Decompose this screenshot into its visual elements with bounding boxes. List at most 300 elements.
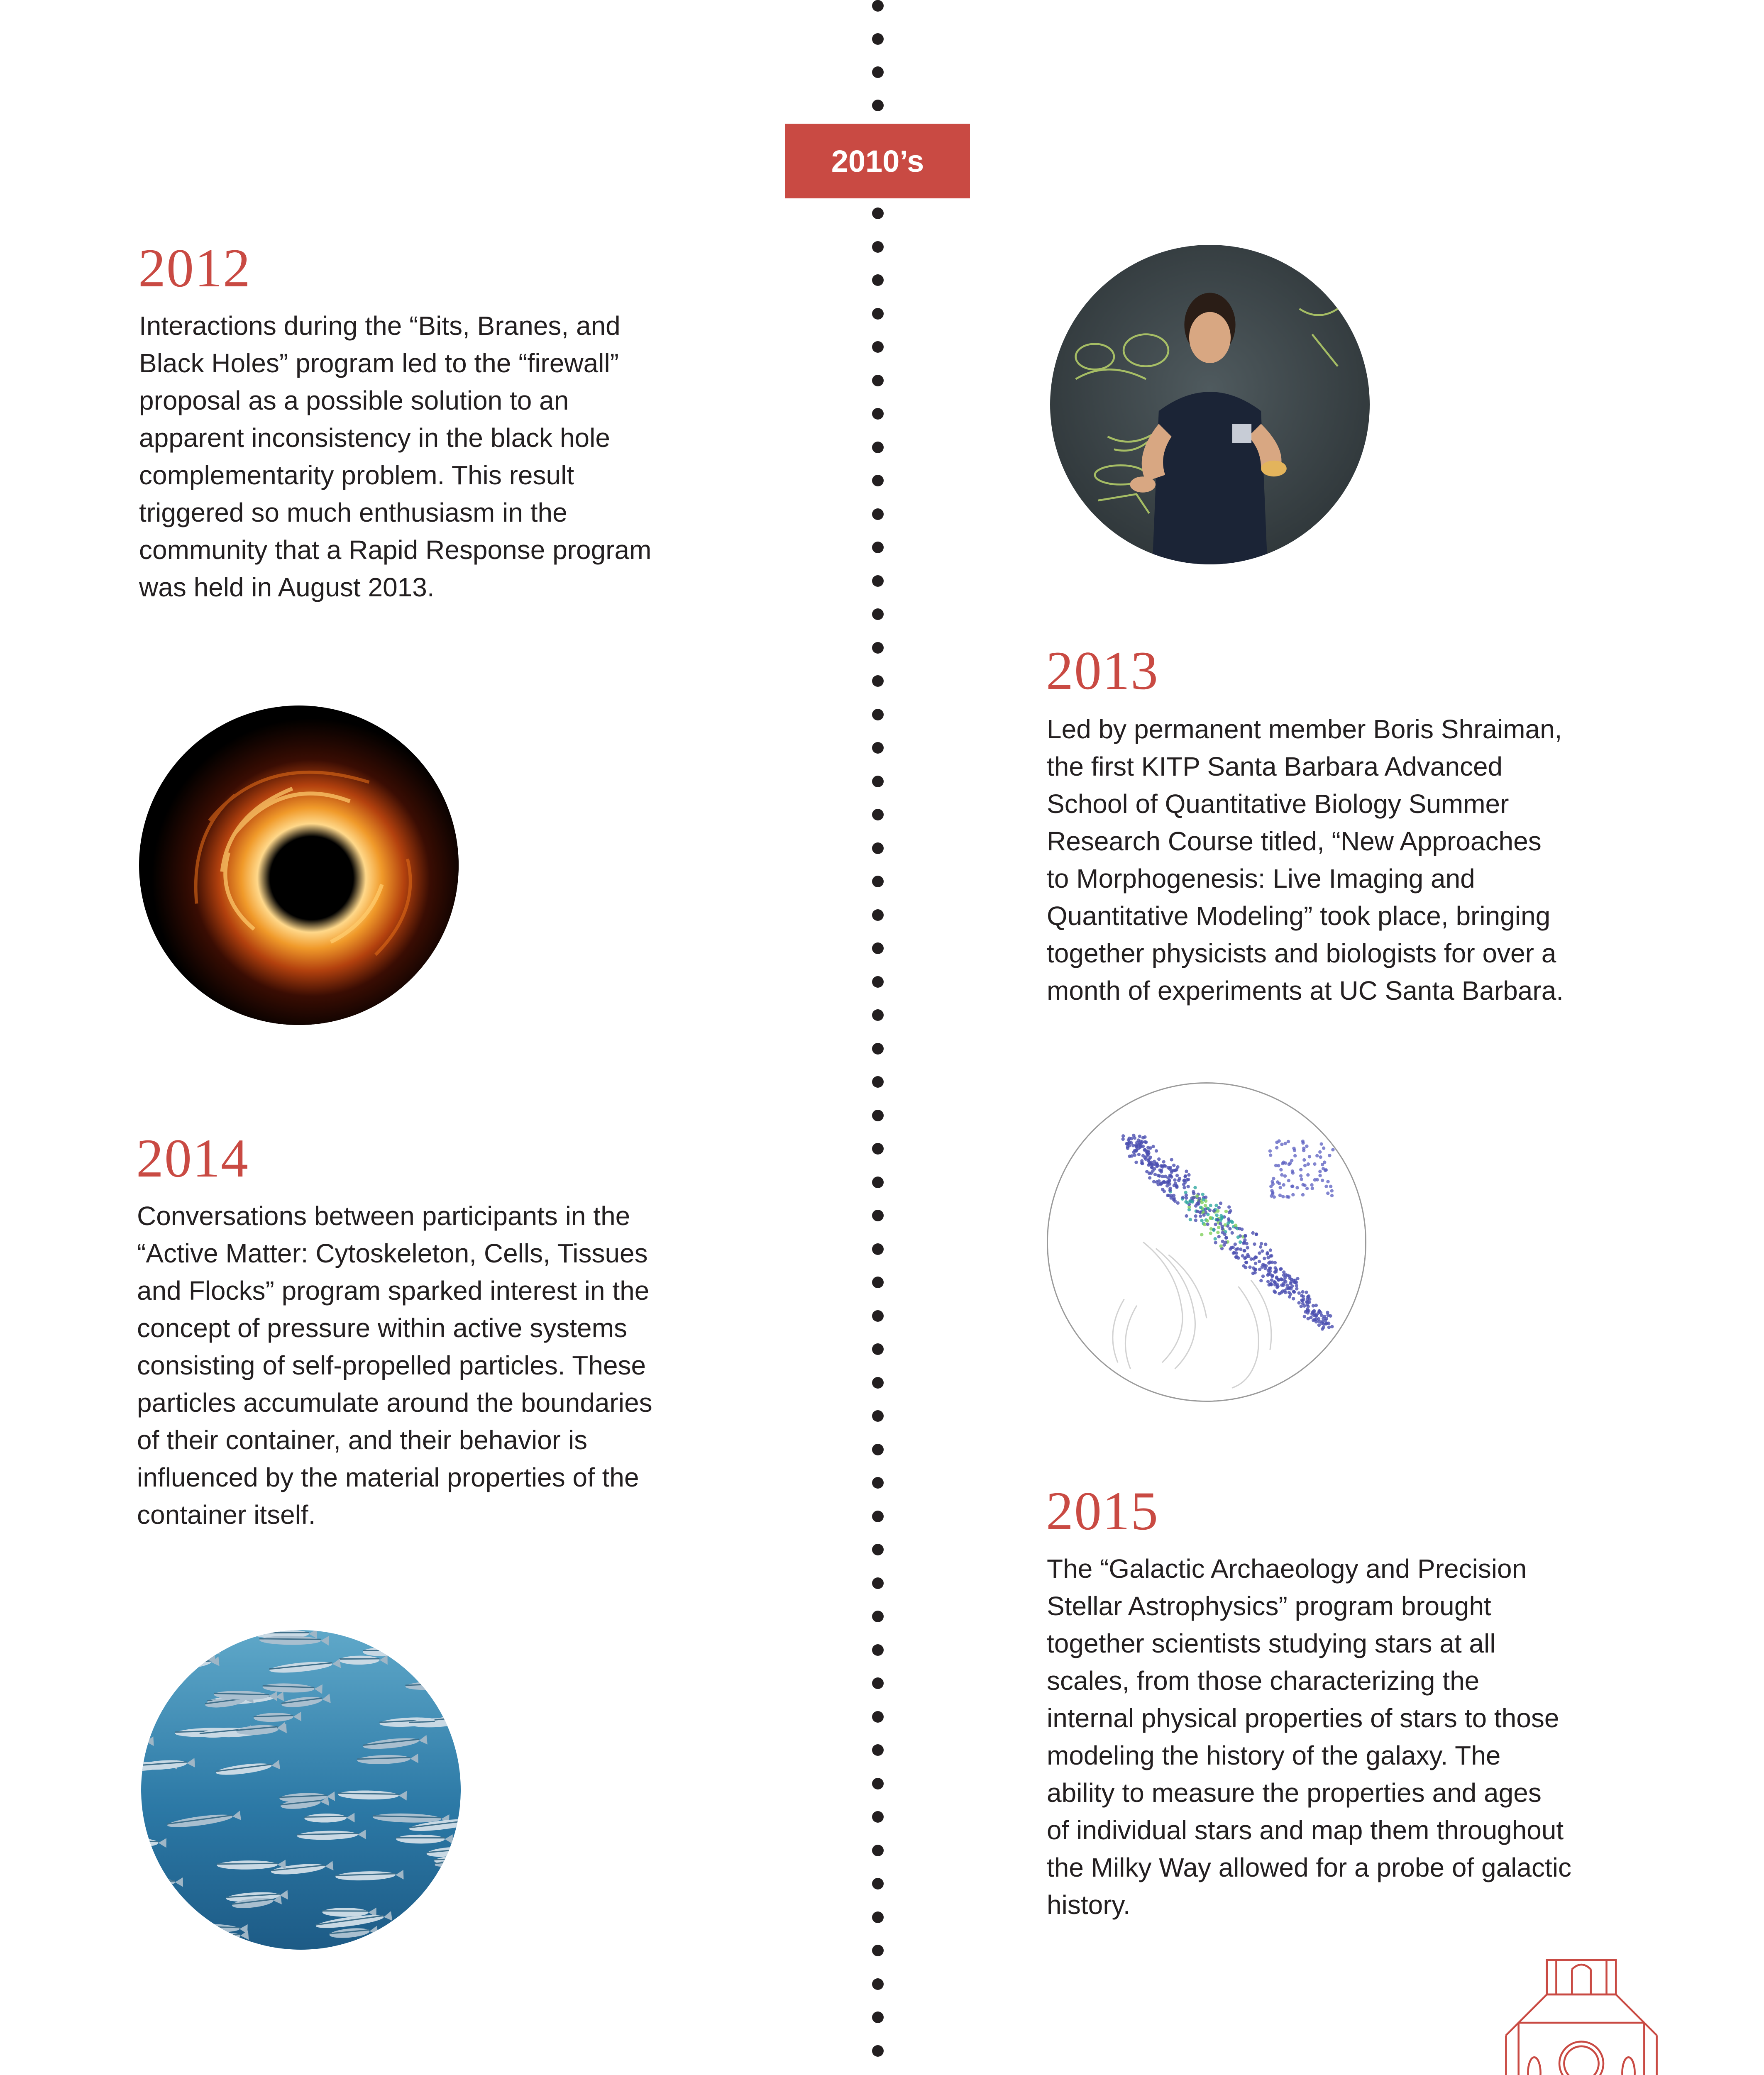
star-point bbox=[1166, 1176, 1170, 1179]
star-point bbox=[1214, 1237, 1217, 1240]
timeline-dot bbox=[872, 642, 884, 654]
researcher-at-chalkboard-photo bbox=[1050, 245, 1370, 564]
star-point bbox=[1144, 1157, 1147, 1161]
star-point bbox=[1302, 1295, 1305, 1298]
star-point bbox=[1147, 1157, 1151, 1161]
star-point bbox=[1275, 1140, 1278, 1144]
star-point bbox=[1196, 1210, 1199, 1213]
star-point bbox=[1287, 1195, 1290, 1199]
entry-line: of their container, and their behavior is bbox=[137, 1425, 588, 1455]
timeline-dot bbox=[872, 976, 884, 988]
star-point bbox=[1266, 1256, 1270, 1259]
star-point bbox=[1188, 1199, 1192, 1203]
star-point bbox=[1135, 1144, 1138, 1147]
star-point bbox=[1253, 1255, 1257, 1259]
star-point bbox=[1245, 1261, 1248, 1264]
timeline-dot bbox=[872, 208, 884, 219]
star-point bbox=[1156, 1174, 1160, 1177]
star-point bbox=[1215, 1213, 1219, 1217]
entry-text-2013 bbox=[1047, 710, 1628, 1009]
star-point bbox=[1303, 1164, 1307, 1167]
fish-shape bbox=[423, 1918, 461, 1929]
star-point bbox=[1217, 1235, 1221, 1238]
timeline-dot bbox=[872, 1544, 884, 1555]
star-point bbox=[1306, 1295, 1310, 1299]
entry-line: concept of pressure within active systems bbox=[137, 1313, 627, 1343]
entry-line: Stellar Astrophysics” program brought bbox=[1047, 1591, 1491, 1621]
star-point bbox=[1271, 1192, 1274, 1196]
entry-line: Black Holes” program led to the “firewall” bbox=[139, 348, 619, 378]
timeline-dot bbox=[872, 909, 884, 921]
star-point bbox=[1229, 1220, 1233, 1223]
star-point bbox=[1268, 1149, 1272, 1152]
school-of-fish-photo bbox=[141, 1630, 461, 1950]
fish-shape bbox=[377, 1633, 426, 1644]
star-point bbox=[1231, 1231, 1234, 1235]
star-point bbox=[1229, 1247, 1232, 1250]
star-point bbox=[1143, 1140, 1147, 1143]
star-point bbox=[1168, 1189, 1172, 1192]
star-point bbox=[1261, 1249, 1264, 1252]
kitp-building-icon bbox=[1503, 1950, 1660, 2075]
star-point bbox=[1315, 1178, 1319, 1181]
star-point bbox=[1140, 1159, 1143, 1162]
star-point bbox=[1193, 1186, 1197, 1189]
star-point bbox=[1299, 1174, 1302, 1177]
star-point bbox=[1214, 1204, 1218, 1207]
star-point bbox=[1329, 1314, 1332, 1318]
star-point bbox=[1261, 1274, 1265, 1278]
star-point bbox=[1324, 1185, 1328, 1188]
star-point bbox=[1291, 1193, 1295, 1196]
entry-line: consisting of self-propelled particles. These bbox=[137, 1350, 646, 1380]
star-point bbox=[1247, 1255, 1250, 1258]
star-point bbox=[1289, 1282, 1292, 1285]
star-point bbox=[1317, 1323, 1321, 1327]
timeline-dot bbox=[872, 1677, 884, 1689]
black-hole-image bbox=[139, 706, 459, 1025]
star-point bbox=[1331, 1148, 1334, 1151]
star-point bbox=[1284, 1291, 1287, 1294]
star-point bbox=[1138, 1135, 1141, 1138]
star-point bbox=[1235, 1251, 1238, 1255]
star-point bbox=[1283, 1142, 1287, 1145]
star-point bbox=[1312, 1309, 1316, 1313]
star-point bbox=[1216, 1230, 1219, 1234]
star-point bbox=[1269, 1185, 1273, 1188]
entry-line: internal physical properties of stars to those bbox=[1047, 1703, 1559, 1733]
timeline-dot bbox=[872, 1076, 884, 1088]
star-point bbox=[1269, 1282, 1273, 1285]
star-point bbox=[1273, 1281, 1277, 1284]
star-point bbox=[1173, 1199, 1177, 1203]
star-point bbox=[1311, 1186, 1314, 1190]
star-point bbox=[1146, 1146, 1150, 1149]
star-point bbox=[1146, 1150, 1149, 1153]
star-point bbox=[1212, 1209, 1216, 1213]
star-point bbox=[1183, 1175, 1187, 1178]
star-point bbox=[1260, 1242, 1263, 1245]
star-point bbox=[1310, 1183, 1313, 1186]
star-point bbox=[1199, 1214, 1202, 1218]
star-point bbox=[1192, 1190, 1195, 1193]
entry-line: Interactions during the “Bits, Branes, and bbox=[139, 311, 621, 341]
star-point bbox=[1318, 1174, 1322, 1177]
star-point bbox=[1182, 1183, 1185, 1186]
star-point bbox=[1194, 1214, 1197, 1218]
star-point bbox=[1299, 1168, 1302, 1171]
star-point bbox=[1183, 1186, 1186, 1189]
timeline-dot bbox=[872, 1978, 884, 1990]
entry-text-2014 bbox=[137, 1197, 718, 1533]
star-point bbox=[1205, 1219, 1209, 1222]
timeline-dot bbox=[872, 1945, 884, 1956]
timeline-dot bbox=[872, 0, 884, 12]
timeline-dot bbox=[872, 1878, 884, 1889]
timeline-dot bbox=[872, 1310, 884, 1322]
star-point bbox=[1302, 1149, 1305, 1152]
star-point bbox=[1319, 1155, 1322, 1159]
entry-line: together scientists studying stars at all bbox=[1047, 1628, 1496, 1658]
star-point bbox=[1278, 1186, 1282, 1189]
year-heading-2012: 2012 bbox=[138, 237, 251, 298]
star-point bbox=[1227, 1205, 1231, 1208]
star-point bbox=[1185, 1214, 1188, 1218]
star-point bbox=[1330, 1194, 1334, 1197]
star-point bbox=[1283, 1276, 1287, 1279]
star-point bbox=[1293, 1279, 1297, 1282]
star-point bbox=[1161, 1181, 1165, 1184]
timeline-dot bbox=[872, 1277, 884, 1288]
timeline-dot bbox=[872, 1444, 884, 1455]
timeline-dot bbox=[872, 508, 884, 520]
star-point bbox=[1275, 1146, 1278, 1149]
star-point bbox=[1305, 1187, 1309, 1190]
timeline-dot bbox=[872, 2012, 884, 2023]
star-point bbox=[1192, 1196, 1195, 1199]
entry-line: the Milky Way allowed for a probe of galactic bbox=[1047, 1853, 1571, 1882]
timeline-dot bbox=[872, 1177, 884, 1188]
timeline-dot bbox=[872, 1778, 884, 1789]
entry-line: triggered so much enthusiasm in the bbox=[139, 498, 567, 527]
star-point bbox=[1282, 1270, 1285, 1274]
entry-line: community that a Rapid Response program bbox=[139, 535, 652, 565]
star-point bbox=[1172, 1164, 1175, 1167]
star-point bbox=[1292, 1290, 1295, 1293]
entry-line: apparent inconsistency in the black hole bbox=[139, 423, 610, 453]
star-point bbox=[1313, 1162, 1316, 1166]
star-point bbox=[1158, 1168, 1162, 1172]
star-point bbox=[1177, 1179, 1180, 1182]
star-point bbox=[1239, 1247, 1242, 1251]
star-point bbox=[1243, 1249, 1246, 1252]
star-point bbox=[1280, 1173, 1283, 1177]
star-point bbox=[1326, 1311, 1329, 1314]
entry-line: influenced by the material properties of the bbox=[137, 1462, 639, 1492]
star-point bbox=[1176, 1201, 1180, 1205]
star-point bbox=[1328, 1154, 1331, 1157]
star-point bbox=[1239, 1240, 1242, 1244]
star-point bbox=[1290, 1278, 1293, 1281]
star-point bbox=[1254, 1262, 1257, 1265]
star-point bbox=[1287, 1179, 1290, 1182]
entry-line: Research Course titled, “New Approaches bbox=[1047, 826, 1542, 856]
star-point bbox=[1308, 1155, 1311, 1158]
timeline-dot bbox=[872, 1744, 884, 1756]
star-point bbox=[1330, 1325, 1334, 1328]
timeline-dot bbox=[872, 709, 884, 720]
star-point bbox=[1223, 1233, 1226, 1236]
star-point bbox=[1306, 1317, 1310, 1320]
star-point bbox=[1134, 1161, 1138, 1164]
fish-shape bbox=[141, 1912, 170, 1923]
star-point bbox=[1149, 1172, 1153, 1175]
star-point bbox=[1221, 1240, 1224, 1243]
star-point bbox=[1214, 1241, 1217, 1244]
timeline-dot bbox=[872, 408, 884, 420]
star-point bbox=[1288, 1162, 1292, 1165]
star-point bbox=[1173, 1169, 1177, 1172]
star-point bbox=[1283, 1174, 1287, 1178]
star-point bbox=[1162, 1160, 1165, 1163]
star-point bbox=[1330, 1189, 1334, 1192]
star-point bbox=[1224, 1210, 1228, 1213]
star-point bbox=[1264, 1243, 1267, 1246]
star-point bbox=[1321, 1327, 1324, 1330]
star-point bbox=[1176, 1165, 1179, 1169]
fish-shape bbox=[426, 1913, 461, 1929]
star-point bbox=[1148, 1176, 1151, 1179]
star-point bbox=[1175, 1174, 1179, 1177]
star-point bbox=[1277, 1278, 1280, 1281]
timeline-dot bbox=[872, 475, 884, 486]
entry-line: Conversations between participants in the bbox=[137, 1201, 630, 1231]
star-point bbox=[1152, 1180, 1156, 1183]
star-point bbox=[1166, 1181, 1170, 1184]
star-point bbox=[1305, 1145, 1308, 1148]
star-point bbox=[1326, 1191, 1329, 1195]
timeline-dot bbox=[872, 1009, 884, 1021]
star-point bbox=[1315, 1154, 1319, 1157]
star-point bbox=[1185, 1178, 1189, 1182]
star-point bbox=[1209, 1216, 1212, 1220]
timeline-dot bbox=[872, 241, 884, 253]
entry-line: of individual stars and map them throughout bbox=[1047, 1815, 1564, 1845]
timeline-dot bbox=[872, 742, 884, 754]
galaxy-star-map-image bbox=[1047, 1082, 1366, 1402]
star-point bbox=[1153, 1173, 1157, 1176]
timeline-dot bbox=[872, 842, 884, 854]
star-point bbox=[1327, 1326, 1331, 1329]
timeline-dot bbox=[872, 776, 884, 787]
star-point bbox=[1288, 1295, 1291, 1299]
star-point bbox=[1259, 1279, 1263, 1282]
star-point bbox=[1145, 1170, 1148, 1173]
star-point bbox=[1224, 1236, 1228, 1239]
star-point bbox=[1269, 1153, 1272, 1157]
star-point bbox=[1132, 1150, 1135, 1154]
star-point bbox=[1281, 1195, 1285, 1198]
star-point bbox=[1217, 1226, 1220, 1229]
star-point bbox=[1175, 1184, 1178, 1187]
star-point bbox=[1238, 1227, 1241, 1230]
timeline-dot bbox=[872, 1343, 884, 1355]
star-point bbox=[1326, 1180, 1329, 1183]
timeline-dot bbox=[872, 542, 884, 553]
star-point bbox=[1325, 1317, 1328, 1320]
timeline-dot bbox=[872, 575, 884, 587]
star-point bbox=[1138, 1141, 1141, 1145]
star-point bbox=[1277, 1164, 1280, 1167]
star-point bbox=[1121, 1134, 1125, 1138]
star-point bbox=[1322, 1146, 1325, 1150]
star-point bbox=[1156, 1164, 1159, 1167]
timeline-dot bbox=[872, 608, 884, 620]
timeline-dot bbox=[872, 1711, 884, 1723]
star-point bbox=[1170, 1158, 1173, 1161]
star-point bbox=[1202, 1198, 1205, 1201]
star-point bbox=[1246, 1246, 1249, 1249]
star-point bbox=[1199, 1206, 1202, 1209]
star-point bbox=[1314, 1318, 1318, 1321]
star-point bbox=[1182, 1179, 1185, 1182]
star-point bbox=[1303, 1315, 1306, 1318]
star-point bbox=[1292, 1147, 1295, 1150]
star-point bbox=[1139, 1145, 1142, 1148]
star-point bbox=[1266, 1252, 1269, 1255]
star-point bbox=[1166, 1166, 1170, 1169]
timeline-dot bbox=[872, 1477, 884, 1489]
star-point bbox=[1288, 1291, 1291, 1294]
star-point bbox=[1286, 1274, 1290, 1277]
star-point bbox=[1324, 1168, 1328, 1172]
entry-line: complementarity problem. This result bbox=[139, 460, 574, 490]
star-point bbox=[1297, 1291, 1301, 1295]
star-point bbox=[1284, 1161, 1287, 1164]
timeline-dot bbox=[872, 1143, 884, 1155]
star-point bbox=[1310, 1312, 1314, 1316]
star-point bbox=[1258, 1268, 1261, 1271]
star-point bbox=[1170, 1170, 1173, 1174]
star-point bbox=[1227, 1217, 1230, 1221]
star-point bbox=[1331, 1141, 1334, 1144]
timeline-dot bbox=[872, 675, 884, 687]
star-point bbox=[1275, 1268, 1278, 1271]
star-point bbox=[1251, 1272, 1255, 1275]
star-point bbox=[1267, 1261, 1270, 1265]
entry-line: ability to measure the properties and ages bbox=[1047, 1778, 1542, 1808]
star-point bbox=[1228, 1227, 1231, 1230]
star-point bbox=[1251, 1231, 1254, 1235]
star-point bbox=[1209, 1204, 1212, 1207]
star-point bbox=[1156, 1183, 1160, 1186]
star-point bbox=[1305, 1291, 1308, 1294]
star-point bbox=[1248, 1265, 1251, 1269]
fish-shape bbox=[413, 1921, 461, 1936]
star-point bbox=[1165, 1184, 1169, 1187]
star-point bbox=[1318, 1170, 1322, 1173]
year-heading-2014: 2014 bbox=[136, 1128, 249, 1189]
star-point bbox=[1292, 1297, 1295, 1300]
star-point bbox=[1201, 1193, 1205, 1196]
star-point bbox=[1263, 1267, 1267, 1270]
star-point bbox=[1301, 1299, 1304, 1302]
star-point bbox=[1209, 1231, 1212, 1235]
star-point bbox=[1195, 1194, 1199, 1198]
star-point bbox=[1266, 1280, 1270, 1283]
star-point bbox=[1157, 1179, 1161, 1183]
star-point bbox=[1253, 1243, 1256, 1246]
star-point bbox=[1291, 1171, 1295, 1174]
timeline-dot bbox=[872, 1043, 884, 1055]
star-point bbox=[1329, 1185, 1332, 1188]
star-point bbox=[1272, 1177, 1275, 1180]
star-point bbox=[1202, 1213, 1205, 1217]
star-point bbox=[1224, 1240, 1227, 1244]
timeline-dot bbox=[872, 274, 884, 286]
entry-line: to Morphogenesis: Live Imaging and bbox=[1047, 864, 1475, 893]
star-point bbox=[1319, 1311, 1322, 1314]
entry-line: the first KITP Santa Barbara Advanced bbox=[1047, 752, 1503, 781]
star-point bbox=[1314, 1304, 1318, 1307]
star-point bbox=[1300, 1305, 1303, 1308]
star-point bbox=[1321, 1179, 1324, 1182]
star-point bbox=[1244, 1234, 1247, 1238]
star-point bbox=[1214, 1223, 1217, 1226]
star-point bbox=[1157, 1157, 1161, 1161]
entry-text-2015 bbox=[1047, 1550, 1628, 1924]
star-point bbox=[1234, 1223, 1237, 1227]
star-point bbox=[1226, 1221, 1230, 1225]
entry-line: proposal as a possible solution to an bbox=[139, 386, 569, 415]
timeline-dot bbox=[872, 1911, 884, 1923]
star-point bbox=[1267, 1272, 1270, 1275]
star-point bbox=[1279, 1267, 1282, 1271]
star-point bbox=[1263, 1257, 1266, 1260]
star-point bbox=[1300, 1177, 1303, 1181]
timeline-dot bbox=[872, 1577, 884, 1589]
star-point bbox=[1194, 1218, 1197, 1222]
star-point bbox=[1216, 1218, 1219, 1221]
star-point bbox=[1143, 1135, 1146, 1139]
timeline-dot bbox=[872, 442, 884, 453]
timeline-dot bbox=[872, 2045, 884, 2057]
star-point bbox=[1126, 1142, 1129, 1145]
timeline-dot bbox=[872, 375, 884, 386]
star-point bbox=[1234, 1243, 1237, 1246]
star-point bbox=[1319, 1142, 1323, 1145]
entry-line: month of experiments at UC Santa Barbara. bbox=[1047, 976, 1564, 1006]
star-point bbox=[1200, 1219, 1203, 1222]
star-point bbox=[1173, 1178, 1176, 1182]
entry-line: container itself. bbox=[137, 1500, 316, 1530]
star-point bbox=[1304, 1310, 1307, 1313]
entry-line: Quantitative Modeling” took place, bringing bbox=[1047, 901, 1551, 931]
star-point bbox=[1302, 1304, 1306, 1308]
star-point bbox=[1301, 1290, 1304, 1294]
star-point bbox=[1166, 1194, 1169, 1197]
star-point bbox=[1268, 1267, 1271, 1270]
star-point bbox=[1133, 1136, 1136, 1140]
entry-line: “Active Matter: Cytoskeleton, Cells, Tissues bbox=[137, 1238, 648, 1268]
timeline-dot bbox=[872, 1644, 884, 1656]
timeline-dot bbox=[872, 308, 884, 320]
star-point bbox=[1229, 1209, 1232, 1213]
timeline-dot bbox=[872, 1611, 884, 1622]
star-point bbox=[1148, 1161, 1151, 1164]
timeline-dot bbox=[872, 1377, 884, 1389]
star-point bbox=[1258, 1251, 1261, 1255]
